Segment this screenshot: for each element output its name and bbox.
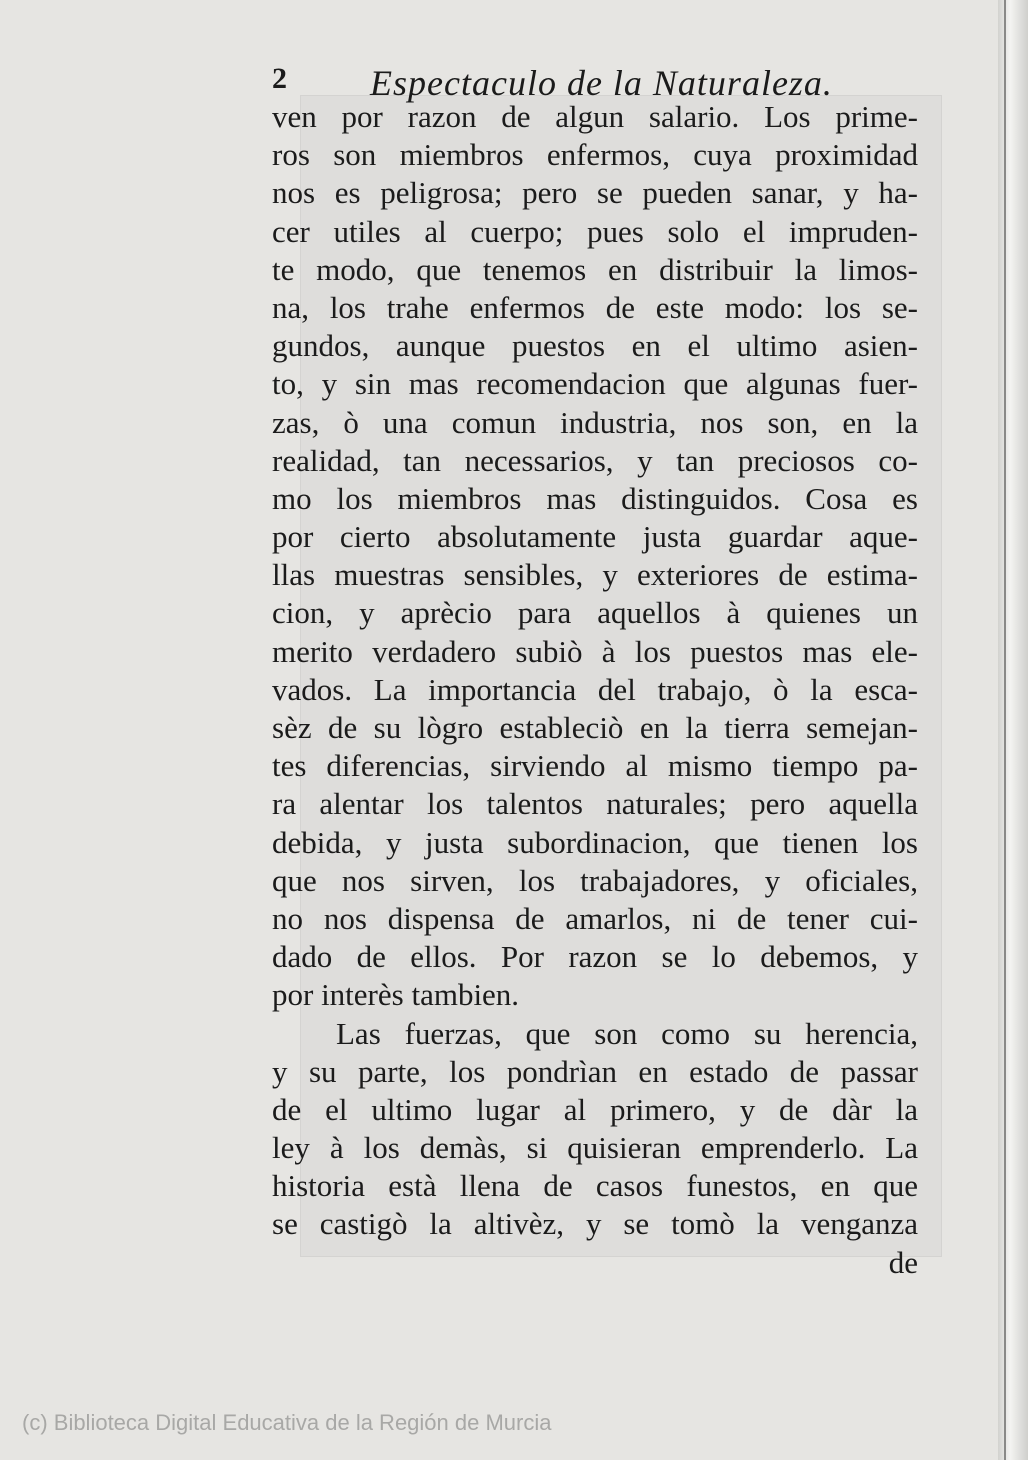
catchword: de — [888, 1244, 918, 1280]
text-line: ven por razon de algun salario. Los prime- — [272, 99, 918, 134]
text-line: to, y sin mas recomendacion que algunas fuer- — [272, 366, 918, 402]
text-line: tes diferencias, sirviendo al mismo tiempo pa- — [272, 748, 918, 784]
text-line: mo los miembros mas distinguidos. Cosa es — [272, 480, 918, 516]
text-line: dado de ellos. Por razon se lo debemos, y — [272, 939, 918, 975]
text-line: no nos dispensa de amarlos, ni de tener cui- — [272, 900, 918, 936]
text-line: te modo, que tenemos en distribuir la limos- — [272, 251, 918, 287]
text-line: vados. La importancia del trabajo, ò la esca- — [272, 671, 918, 707]
text-line: por cierto absolutamente justa guardar aque- — [272, 519, 918, 555]
text-line: que nos sirven, los trabajadores, y oficiales, — [272, 862, 918, 898]
paragraph-end-line: por interès tambien. — [272, 977, 520, 1013]
text-line: ra alentar los talentos naturales; pero aquella — [272, 786, 918, 822]
text-line: gundos, aunque puestos en el ultimo asien- — [272, 328, 918, 364]
text-line: zas, ò una comun industria, nos son, en la — [272, 404, 918, 440]
text-line: historia està llena de casos funestos, en que — [272, 1168, 918, 1204]
text-line: cer utiles al cuerpo; pues solo el impruden- — [272, 213, 918, 249]
text-line: se castigò la altivèz, y se tomò la venganza — [272, 1206, 918, 1242]
paragraph-start-line: Las fuerzas, que son como su herencia, — [336, 1015, 918, 1051]
page-number: 2 — [272, 62, 287, 95]
text-line: nos es peligrosa; pero se pueden sanar, y ha- — [272, 175, 918, 211]
text-line: cion, y aprècio para aquellos à quienes un — [272, 595, 918, 631]
watermark-credit: (c) Biblioteca Digital Educativa de la Región de Murcia — [22, 1410, 552, 1435]
text-line: ros son miembros enfermos, cuya proximidad — [272, 137, 918, 173]
body-text — [272, 98, 918, 1282]
text-line: y su parte, los pondrìan en estado de passar — [272, 1053, 918, 1089]
text-line: debida, y justa subordinacion, que tienen los — [272, 824, 918, 860]
text-line: realidad, tan necessarios, y tan preciosos co- — [272, 442, 918, 478]
text-line: merito verdadero subiò à los puestos mas ele- — [272, 633, 918, 669]
text-line: na, los trahe enfermos de este modo: los se- — [272, 289, 918, 325]
text-line: ley à los demàs, si quisieran emprenderlo. La — [272, 1130, 918, 1166]
text-line: llas muestras sensibles, y exteriores de estima- — [272, 557, 918, 593]
running-title: Espectaculo de la Naturaleza. — [370, 63, 833, 103]
text-line: de el ultimo lugar al primero, y de dàr la — [272, 1091, 918, 1127]
page-edge — [998, 0, 1028, 1460]
text-line: sèz de su lògro estableciò en la tierra semejan- — [272, 710, 918, 745]
